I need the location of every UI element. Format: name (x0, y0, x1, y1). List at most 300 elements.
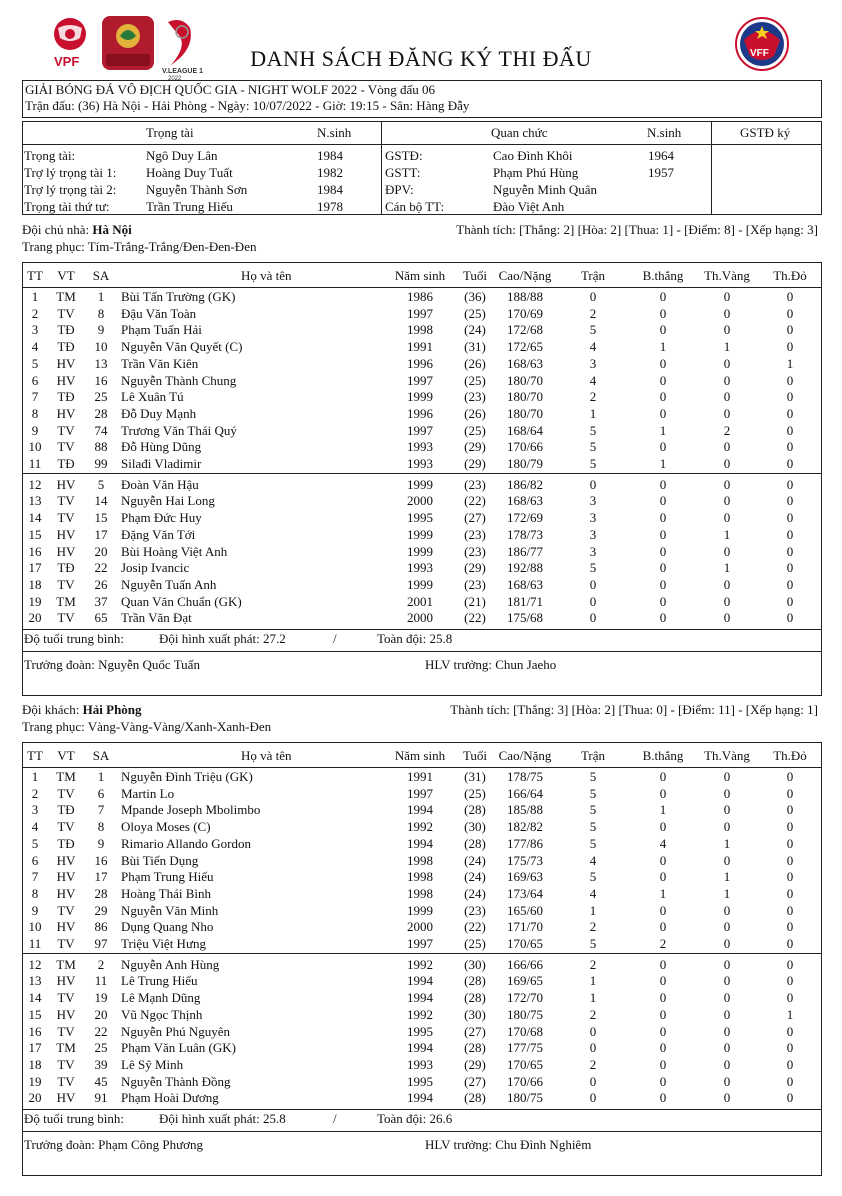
table-row (23, 510, 821, 526)
col-tt: 8 (31, 405, 39, 421)
col-red: 0 (786, 869, 794, 885)
referee-name: Ngô Duy Lân (146, 148, 218, 163)
col-goals: 0 (659, 1040, 667, 1056)
col-goals: 0 (659, 852, 667, 868)
col-goals: 0 (659, 510, 667, 526)
col-goals: 0 (659, 322, 667, 338)
col-yellow: 0 (723, 1056, 731, 1072)
col-hw: 182/82 (506, 819, 544, 835)
col-name: Triệu Việt Hưng (121, 936, 206, 951)
table-row (23, 802, 821, 818)
col-hw: 170/69 (506, 305, 544, 321)
vpf-logo-text: VPF (54, 54, 80, 69)
col-sa: 14 (94, 493, 108, 509)
header-col-year: Năm sinh (394, 268, 446, 283)
col-age: (23) (464, 389, 486, 405)
col-apps: 5 (589, 835, 597, 851)
col-vt: HV (56, 869, 76, 885)
col-apps: 0 (589, 289, 597, 304)
home-coach: HLV trưởng: Chun Jaeho (425, 657, 557, 672)
home-avg-label: Độ tuổi trung bình: (24, 631, 125, 646)
col-name: Nguyễn Tuấn Anh (121, 576, 217, 592)
col-goals: 0 (659, 1023, 667, 1039)
col-tt: 9 (31, 422, 39, 438)
col-red: 0 (786, 576, 794, 592)
official-name: Đào Việt Anh (493, 199, 565, 214)
header-col-year: Năm sinh (394, 748, 446, 763)
col-year: 1996 (407, 405, 433, 421)
col-sa: 6 (97, 785, 105, 801)
col-name: Silađi Vladimir (121, 456, 202, 471)
table-row (23, 919, 821, 935)
col-vt: TM (56, 956, 76, 972)
col-red: 0 (786, 543, 794, 559)
col-sa: 8 (97, 819, 105, 835)
referee-name: Trần Trung Hiếu (146, 199, 233, 214)
col-vt: TV (57, 610, 75, 626)
official-year: 1957 (648, 165, 674, 180)
col-red: 0 (786, 990, 794, 1006)
col-age: (26) (464, 405, 486, 421)
tournament-name: GIẢI BÓNG ĐÁ VÔ ĐỊCH QUỐC GIA - NIGHT WOLF 2022 - Vòng đấu 06 (25, 82, 435, 97)
col-name: Bùi Hoàng Việt Anh (121, 543, 228, 559)
col-red: 0 (786, 1040, 794, 1056)
vleague-logo-year: 2022 (168, 76, 182, 82)
col-goals: 0 (659, 1090, 667, 1106)
table-row (23, 339, 821, 355)
col-goals: 0 (659, 869, 667, 885)
col-apps: 4 (589, 885, 597, 901)
col-name: Nguyễn Đình Triệu (GK) (121, 769, 253, 784)
col-vt: TV (57, 785, 75, 801)
col-yellow: 0 (723, 819, 731, 835)
col-hw: 180/70 (506, 372, 544, 388)
col-hw: 172/65 (506, 339, 544, 355)
col-sa: 17 (94, 869, 108, 885)
col-age: (28) (464, 1090, 486, 1106)
col-vt: HV (56, 1006, 76, 1022)
col-yellow: 0 (723, 852, 731, 868)
official-role: Cán bộ TT: (385, 199, 445, 214)
col-apps: 3 (589, 526, 597, 542)
col-name: Vũ Ngọc Thịnh (121, 1006, 203, 1022)
col-yellow: 0 (723, 785, 731, 801)
col-tt: 14 (28, 510, 42, 526)
home-avg-slash: / (333, 631, 337, 646)
col-hw: 177/86 (506, 835, 544, 851)
col-apps: 5 (589, 322, 597, 338)
col-hw: 180/70 (506, 389, 544, 405)
col-year: 1994 (407, 802, 433, 818)
col-sa: 65 (94, 610, 108, 626)
col-hw: 175/68 (506, 610, 544, 626)
col-year: 1998 (407, 869, 433, 885)
col-red: 0 (786, 852, 794, 868)
col-year: 1992 (407, 956, 433, 972)
col-yellow: 0 (723, 973, 731, 989)
col-red: 0 (786, 610, 794, 626)
col-year: 1999 (407, 526, 433, 542)
col-apps: 5 (589, 769, 597, 784)
col-tt: 10 (28, 919, 42, 935)
col-vt: TV (57, 1056, 75, 1072)
col-yellow: 1 (723, 835, 731, 851)
col-year: 2000 (407, 493, 433, 509)
col-red: 0 (786, 902, 794, 918)
col-red: 0 (786, 785, 794, 801)
col-tt: 17 (28, 560, 42, 576)
col-age: (28) (464, 990, 486, 1006)
col-name: Rimario Allando Gordon (121, 835, 251, 851)
table-row (23, 544, 821, 560)
col-year: 1986 (407, 289, 433, 304)
col-hw: 170/65 (506, 936, 544, 951)
col-year: 1999 (407, 902, 433, 918)
col-sa: 39 (94, 1056, 108, 1072)
col-red: 0 (786, 476, 794, 492)
away-team-record: Thành tích: [Thắng: 3] [Hòa: 2] [Thua: 0] - [Điểm: 11] - [Xếp hạng: 1] (450, 702, 818, 717)
col-name: Nguyễn Anh Hùng (121, 956, 220, 972)
col-age: (30) (464, 956, 486, 972)
col-age: (28) (464, 835, 486, 851)
col-vt: TV (57, 936, 75, 951)
referee-year: 1984 (317, 148, 343, 163)
col-red: 0 (786, 526, 794, 542)
col-yellow: 0 (723, 769, 731, 784)
col-year: 1997 (407, 785, 433, 801)
header-col-yellow: Th.Vàng (704, 748, 750, 763)
col-age: (23) (464, 576, 486, 592)
referee-year: 1984 (317, 182, 343, 197)
col-tt: 17 (28, 1040, 42, 1056)
col-vt: HV (56, 372, 76, 388)
col-yellow: 0 (723, 1090, 731, 1106)
col-goals: 1 (659, 456, 667, 471)
match-info-box (22, 80, 822, 118)
header-col-apps: Trận (580, 268, 606, 283)
col-apps: 5 (589, 422, 597, 438)
col-vt: HV (56, 355, 76, 371)
col-vt: HV (56, 526, 76, 542)
col-vt: TM (56, 769, 76, 784)
col-red: 0 (786, 389, 794, 405)
col-vt: TĐ (57, 322, 75, 338)
vff-logo-text: VFF (750, 48, 769, 59)
col-tt: 1 (31, 769, 39, 784)
col-age: (24) (464, 885, 486, 901)
col-age: (24) (464, 852, 486, 868)
col-hw: 178/73 (506, 526, 544, 542)
col-hw: 166/66 (506, 956, 544, 972)
col-name: Mpande Joseph Mbolimbo (121, 802, 261, 818)
col-age: (27) (464, 1023, 486, 1039)
col-name: Nguyễn Thành Chung (121, 372, 237, 388)
col-sa: 9 (97, 322, 105, 338)
col-yellow: 0 (723, 956, 731, 972)
col-sa: 11 (94, 973, 108, 989)
col-year: 1998 (407, 885, 433, 901)
col-age: (24) (464, 322, 486, 338)
col-name: Đỗ Hùng Dũng (121, 439, 202, 455)
table-row (23, 389, 821, 405)
col-age: (29) (464, 456, 486, 471)
table-row (23, 1007, 821, 1023)
col-apps: 1 (589, 990, 597, 1006)
col-name: Martin Lo (121, 785, 175, 801)
col-yellow: 0 (723, 902, 731, 918)
col-red: 0 (786, 493, 794, 509)
col-age: (30) (464, 1006, 486, 1022)
col-tt: 3 (31, 802, 39, 818)
col-sa: 20 (94, 543, 108, 559)
table-row (23, 853, 821, 869)
col-tt: 6 (31, 372, 39, 388)
col-age: (28) (464, 973, 486, 989)
home-team-kit: Trang phục: Tím-Trắng-Trắng/Đen-Đen-Đen (22, 239, 257, 254)
col-red: 0 (786, 305, 794, 321)
table-row (23, 869, 821, 885)
away-avg-label: Độ tuổi trung bình: (24, 1111, 125, 1126)
col-yellow: 1 (723, 885, 731, 901)
away-coach: HLV trưởng: Chu Đình Nghiêm (425, 1137, 592, 1152)
col-yellow: 0 (723, 1023, 731, 1039)
col-goals: 0 (659, 956, 667, 972)
table-row (23, 1040, 821, 1056)
table-row (23, 406, 821, 422)
col-name: Đậu Văn Toàn (121, 305, 197, 321)
table-row (23, 423, 821, 439)
col-name: Đặng Văn Tới (121, 526, 196, 542)
col-name: Phạm Văn Luân (GK) (121, 1040, 236, 1056)
col-red: 0 (786, 422, 794, 438)
away-avg-all: Toàn đội: 26.6 (377, 1111, 453, 1126)
col-sa: 2 (97, 956, 105, 972)
col-red: 1 (786, 1006, 794, 1022)
table-row (23, 1074, 821, 1090)
col-apps: 2 (589, 305, 597, 321)
col-vt: TV (57, 819, 75, 835)
col-tt: 5 (31, 835, 39, 851)
match-details: Trận đấu: (36) Hà Nội - Hải Phòng - Ngày: 10/07/2022 - Giờ: 19:15 - Sân: Hàng Đẫy (25, 98, 470, 113)
col-age: (30) (464, 819, 486, 835)
col-year: 2001 (407, 593, 433, 609)
col-name: Josip Ivancic (121, 560, 190, 576)
col-tt: 8 (31, 885, 39, 901)
col-year: 1994 (407, 1090, 433, 1106)
col-tt: 16 (28, 543, 42, 559)
col-year: 1997 (407, 305, 433, 321)
col-tt: 19 (28, 593, 42, 609)
col-red: 0 (786, 560, 794, 576)
col-hw: 168/63 (506, 355, 544, 371)
col-goals: 0 (659, 919, 667, 935)
col-goals: 1 (659, 339, 667, 355)
header-col-hw: Cao/Nặng (498, 748, 552, 763)
col-red: 0 (786, 936, 794, 951)
col-year: 1999 (407, 389, 433, 405)
col-vt: HV (56, 852, 76, 868)
table-row (23, 819, 821, 835)
table-row (23, 477, 821, 493)
col-age: (29) (464, 1056, 486, 1072)
col-year: 1994 (407, 835, 433, 851)
referee-role: Trợ lý trọng tài 2: (24, 182, 117, 197)
col-vt: TV (57, 1073, 75, 1089)
table-row (23, 769, 821, 785)
col-name: Trần Văn Kiên (121, 355, 199, 371)
col-vt: TV (57, 422, 75, 438)
col-name: Lê Xuân Tú (121, 389, 184, 405)
col-goals: 0 (659, 305, 667, 321)
table-row (23, 527, 821, 543)
col-goals: 0 (659, 543, 667, 559)
col-age: (22) (464, 919, 486, 935)
col-red: 0 (786, 439, 794, 455)
col-age: (22) (464, 493, 486, 509)
col-age: (25) (464, 936, 486, 951)
vleague-logo-text: V.LEAGUE 1 (162, 68, 203, 75)
col-sa: 28 (94, 885, 108, 901)
col-goals: 0 (659, 785, 667, 801)
col-tt: 20 (28, 1090, 42, 1106)
col-goals: 0 (659, 593, 667, 609)
col-red: 0 (786, 819, 794, 835)
col-sa: 8 (97, 305, 105, 321)
home-team-record: Thành tích: [Thắng: 2] [Hòa: 2] [Thua: 1] - [Điểm: 8] - [Xếp hạng: 3] (456, 222, 818, 237)
col-age: (26) (464, 355, 486, 371)
col-name: Trương Văn Thái Quý (121, 422, 237, 438)
away-team-name: Đội khách: Hải Phòng (22, 702, 142, 717)
col-tt: 11 (28, 456, 42, 471)
col-sa: 99 (94, 456, 108, 471)
col-hw: 165/60 (506, 902, 544, 918)
col-hw: 170/66 (506, 1073, 544, 1089)
official-role: ĐPV: (385, 182, 414, 197)
col-goals: 0 (659, 289, 667, 304)
referee-year: 1982 (317, 165, 343, 180)
col-goals: 0 (659, 355, 667, 371)
col-apps: 0 (589, 610, 597, 626)
col-apps: 2 (589, 389, 597, 405)
header-col-name: Họ và tên (241, 748, 292, 763)
col-vt: HV (56, 919, 76, 935)
col-apps: 0 (589, 1040, 597, 1056)
col-vt: TĐ (57, 560, 75, 576)
col-goals: 0 (659, 560, 667, 576)
col-age: (23) (464, 476, 486, 492)
col-age: (31) (464, 339, 486, 355)
table-row (23, 373, 821, 389)
col-tt: 12 (28, 476, 42, 492)
col-hw: 172/69 (506, 510, 544, 526)
header-col-vt: VT (57, 748, 75, 763)
col-sa: 1 (97, 289, 105, 304)
col-vt: TV (57, 902, 75, 918)
col-red: 1 (786, 355, 794, 371)
col-year: 1995 (407, 510, 433, 526)
col-tt: 12 (28, 956, 42, 972)
table-row (23, 957, 821, 973)
col-year: 1998 (407, 322, 433, 338)
col-goals: 0 (659, 1056, 667, 1072)
col-apps: 5 (589, 819, 597, 835)
col-hw: 170/65 (506, 1056, 544, 1072)
col-sa: 29 (94, 902, 108, 918)
col-yellow: 0 (723, 372, 731, 388)
col-tt: 6 (31, 852, 39, 868)
col-name: Quan Văn Chuẩn (GK) (121, 593, 242, 609)
col-year: 1994 (407, 990, 433, 1006)
col-vt: TM (56, 593, 76, 609)
col-yellow: 0 (723, 593, 731, 609)
official-name: Nguyễn Minh Quân (493, 182, 597, 197)
col-apps: 4 (589, 339, 597, 355)
col-hw: 180/75 (506, 1006, 544, 1022)
away-avg-start: Đội hình xuất phát: 25.8 (159, 1111, 286, 1126)
col-red: 0 (786, 339, 794, 355)
header-col-tt: TT (27, 748, 43, 763)
header-col-hw: Cao/Nặng (498, 268, 552, 283)
col-yellow: 1 (723, 560, 731, 576)
col-tt: 16 (28, 1023, 42, 1039)
col-vt: TV (57, 576, 75, 592)
col-goals: 1 (659, 885, 667, 901)
col-hw: 166/64 (506, 785, 544, 801)
col-tt: 13 (28, 973, 42, 989)
col-hw: 185/88 (506, 802, 544, 818)
col-tt: 10 (28, 439, 42, 455)
col-hw: 168/64 (506, 422, 544, 438)
header-col-red: Th.Đỏ (773, 748, 807, 763)
col-year: 1992 (407, 819, 433, 835)
col-goals: 0 (659, 769, 667, 784)
col-apps: 3 (589, 543, 597, 559)
col-age: (25) (464, 305, 486, 321)
header-col-goals: B.thắng (642, 748, 684, 763)
col-apps: 2 (589, 956, 597, 972)
table-row (23, 356, 821, 372)
col-year: 1991 (407, 769, 433, 784)
referee-year: 1978 (317, 199, 343, 214)
col-vt: TV (57, 305, 75, 321)
official-name: Cao Đình Khôi (493, 148, 573, 163)
col-red: 0 (786, 510, 794, 526)
col-apps: 3 (589, 355, 597, 371)
col-sa: 88 (94, 439, 108, 455)
col-year: 1997 (407, 936, 433, 951)
official-dob-header: N.sinh (647, 125, 682, 140)
table-row (23, 836, 821, 852)
col-year: 1993 (407, 1056, 433, 1072)
table-row (23, 594, 821, 610)
col-yellow: 1 (723, 339, 731, 355)
col-age: (31) (464, 769, 486, 784)
header-col-yellow: Th.Vàng (704, 268, 750, 283)
col-yellow: 0 (723, 405, 731, 421)
official-name: Phạm Phú Hùng (493, 165, 579, 180)
col-yellow: 0 (723, 936, 731, 951)
col-hw: 178/75 (506, 769, 544, 784)
table-row (23, 1057, 821, 1073)
col-red: 0 (786, 885, 794, 901)
col-name: Bùi Tiến Dụng (121, 852, 199, 868)
away-team-header (22, 702, 820, 742)
away-player-table (22, 742, 822, 1176)
col-apps: 4 (589, 372, 597, 388)
col-goals: 2 (659, 936, 667, 951)
col-hw: 186/82 (506, 476, 544, 492)
col-name: Đoàn Văn Hậu (121, 476, 199, 492)
